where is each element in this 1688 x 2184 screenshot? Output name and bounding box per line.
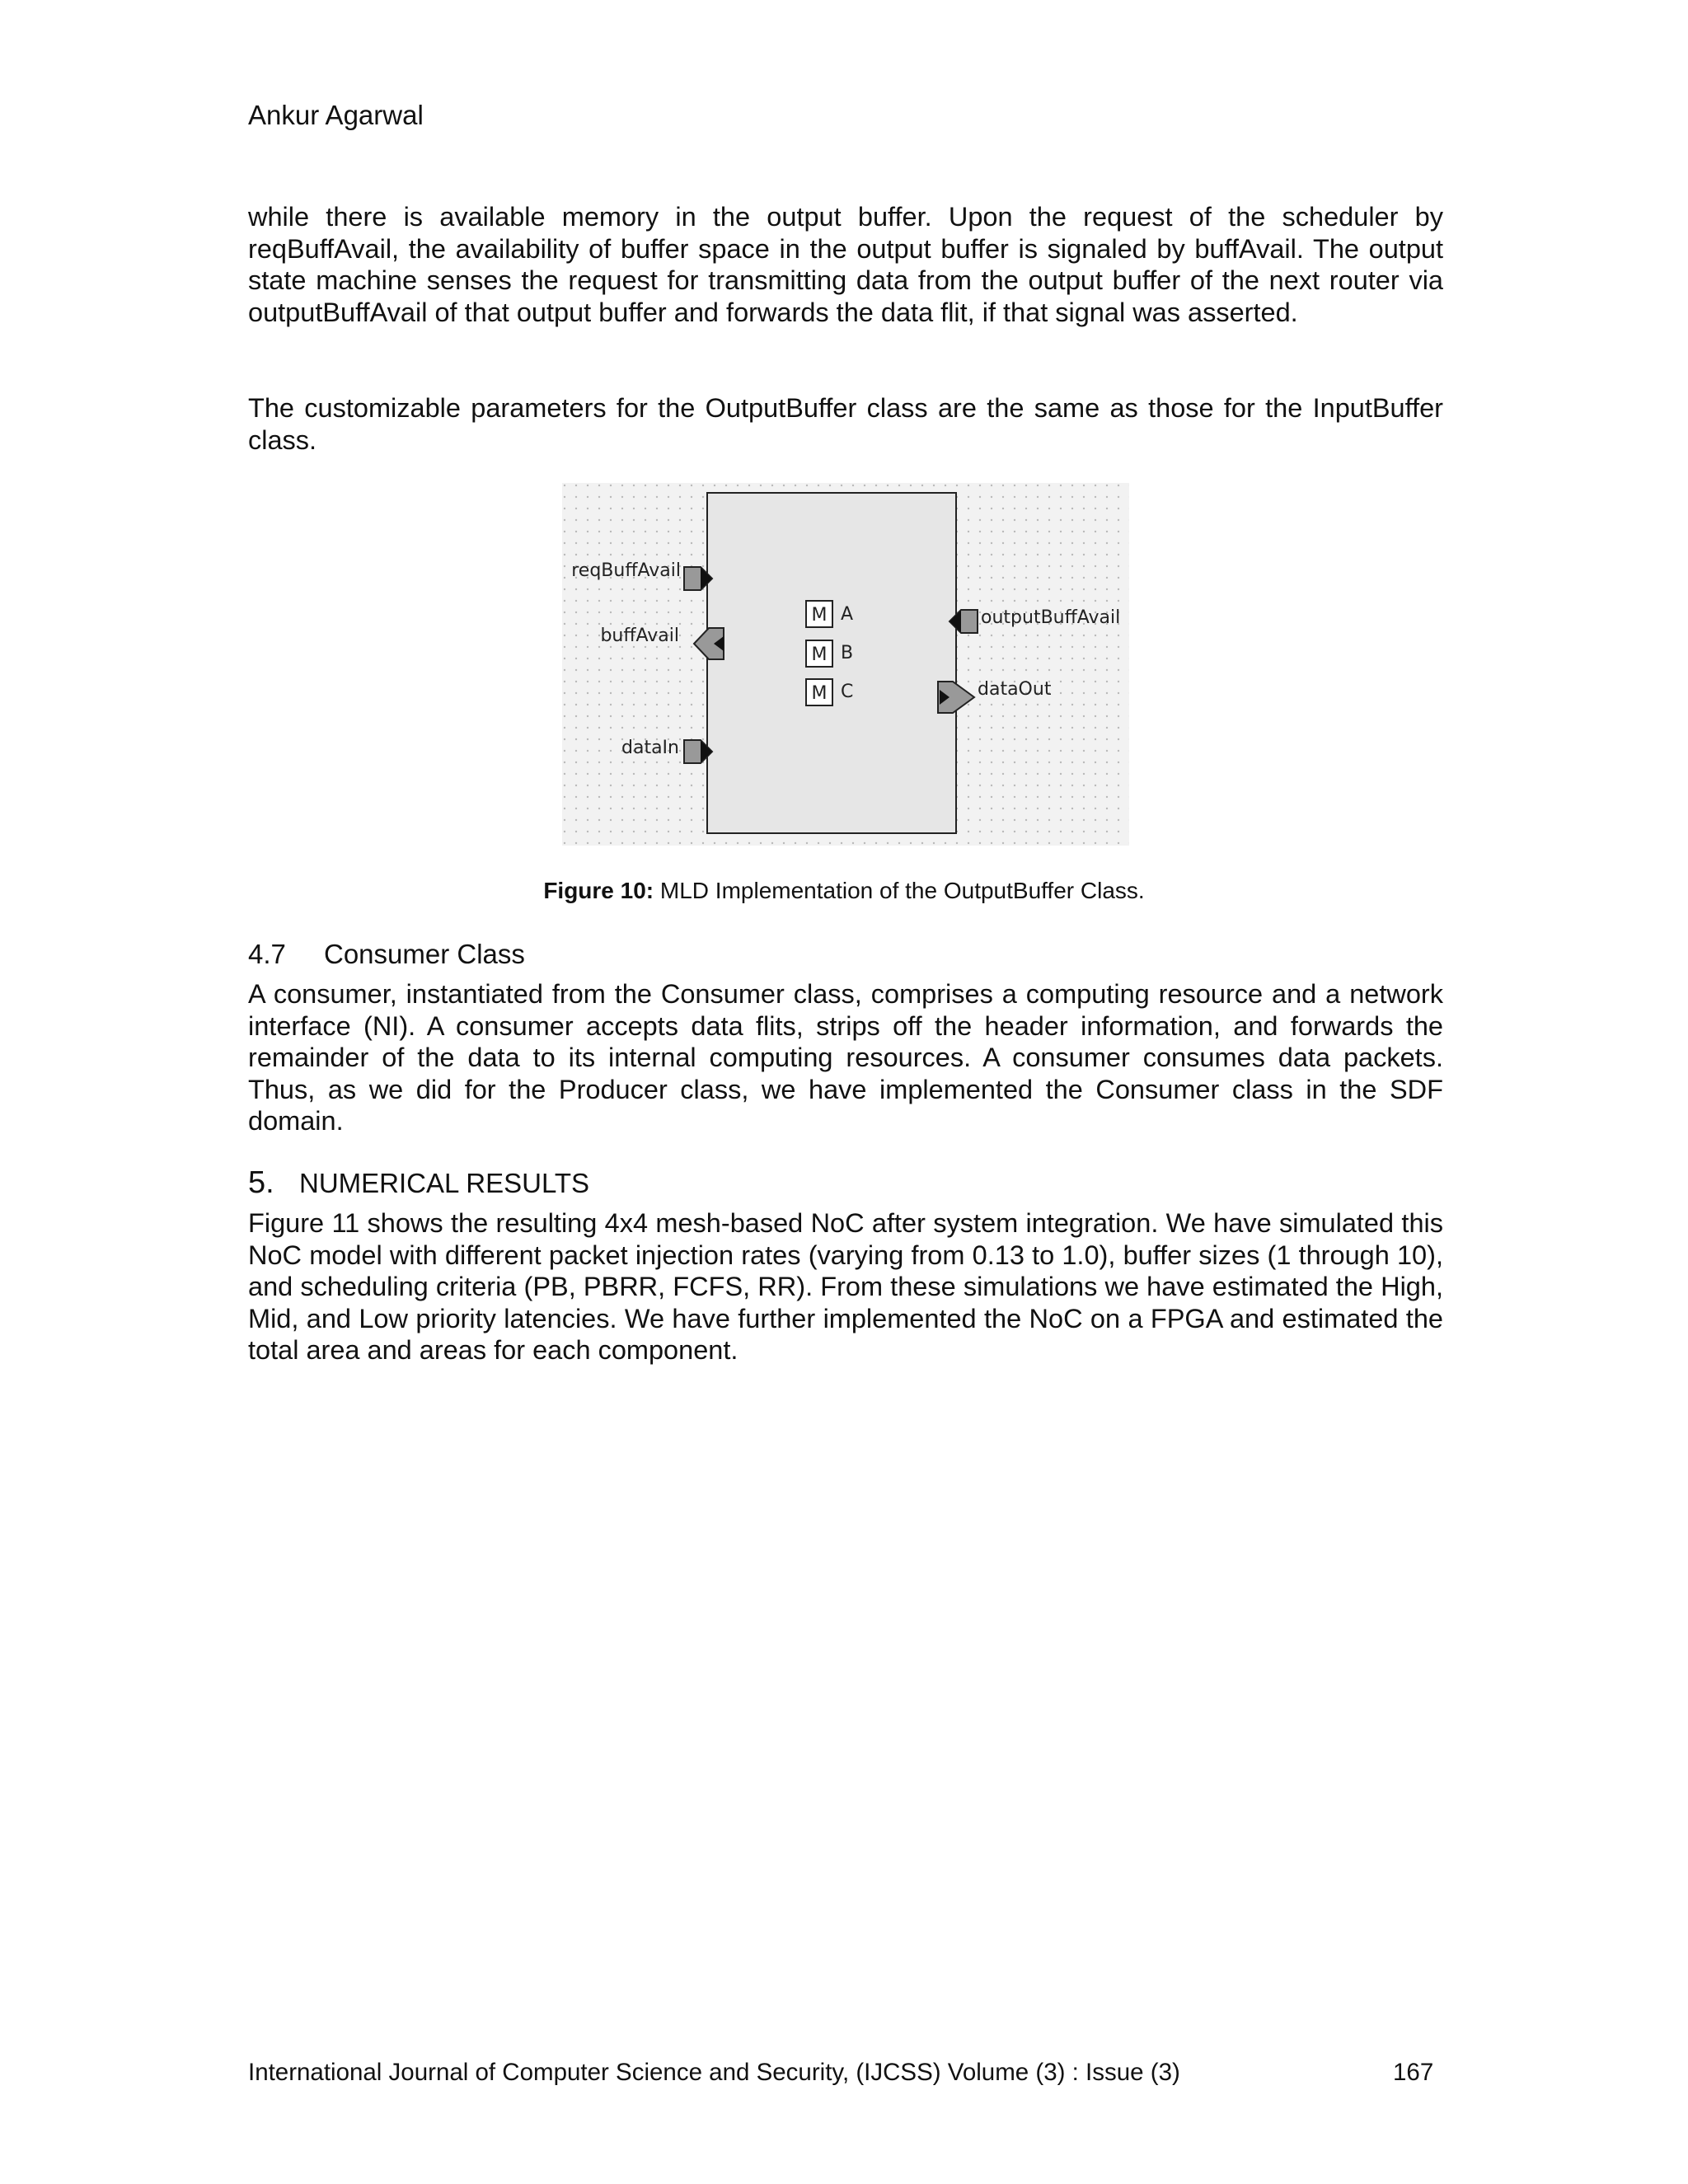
port-label-outputbuffavail: outputBuffAvail [981, 607, 1121, 628]
section-heading-consumer-class [248, 938, 525, 971]
memory-element-c [806, 679, 853, 705]
section-title: NUMERICAL RESULTS [299, 1168, 590, 1198]
paragraph-numerical-results: Figure 11 shows the resulting 4x4 mesh-based NoC after system integration. We have simulated this NoC model with different packet injection rates (varying from 0.13 to 1.0), buffer sizes (1 through 10), and scheduling criteria (PB, PBRR, FCFS, RR). From these simulations we have estimated the High, Mid, and Low priority latencies. We have further implemented the NoC on a FPGA and estimated the total area and areas for each component. [248, 1208, 1443, 1365]
memory-label-b: B [841, 643, 854, 663]
section-number: 5. [248, 1165, 274, 1200]
memory-label-c: C [841, 682, 854, 702]
footer-journal-info: International Journal of Computer Science and Security, (IJCSS) Volume (3) : Issue (3) [248, 2059, 1180, 2086]
memory-icon-c: M [811, 683, 828, 704]
memory-element-b [806, 640, 853, 667]
footer-page-number: 167 [1393, 2059, 1434, 2086]
port-label-buffavail: buffAvail [600, 626, 679, 646]
memory-label-a: A [841, 604, 854, 625]
memory-element-a [806, 601, 853, 627]
section-number: 4.7 [248, 939, 286, 969]
port-label-datain: dataIn [621, 738, 679, 758]
paragraph-customizable-parameters: The customizable parameters for the OutputBuffer class are the same as those for the InputBuffer class. [248, 393, 1443, 455]
port-label-reqbuffavail: reqBuffAvail [571, 560, 681, 581]
paragraph-consumer-class: A consumer, instantiated from the Consumer class, comprises a computing resource and a network interface (NI). A consumer accepts data flits, strips off the header information, and forwards the remainder of the data to its internal computing resources. A consumer consumes data packets. Thus, as we did for the Producer class, we have implemented the Consumer class in the SDF domain. [248, 979, 1443, 1136]
figure-caption-text: MLD Implementation of the OutputBuffer Class. [654, 878, 1145, 903]
memory-icon-a: M [811, 605, 828, 626]
section-heading-numerical-results [248, 1166, 589, 1200]
paragraph-output-buffer-signals: while there is available memory in the output buffer. Upon the request of the scheduler by reqBuffAvail, the availability of buffer space in the output buffer is signaled by buffAvail. The output state machine senses the request for transmitting data from the output buffer of the next router via outputBuffAvail of that output buffer and forwards the data flit, if that signal was asserted. [248, 202, 1443, 327]
port-label-dataout: dataOut [978, 679, 1052, 700]
figure-caption [0, 877, 1688, 905]
section-title: Consumer Class [324, 939, 525, 969]
running-header-author: Ankur Agarwal [248, 100, 424, 130]
figure-caption-label: Figure 10: [543, 878, 654, 903]
figure-mld-outputbuffer [562, 483, 1129, 846]
memory-icon-b: M [811, 644, 828, 665]
